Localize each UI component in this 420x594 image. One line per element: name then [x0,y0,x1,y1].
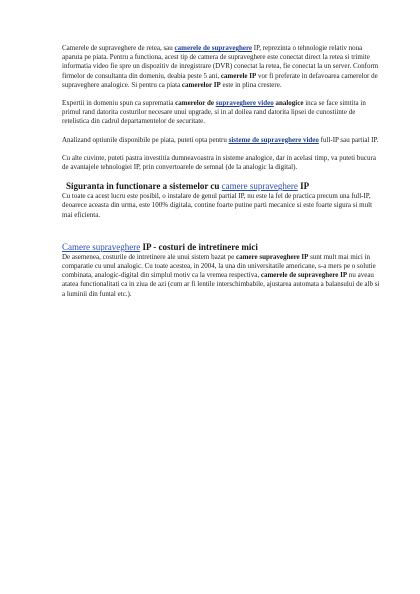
paragraph-intro [62,44,380,90]
bold-camerelor-ip: camerelor IP [181,80,221,89]
bold-camere-supraveghere-ip: camere supraveghere IP [235,252,309,261]
heading-text: Siguranta in functionare a sistemelor cu [66,181,222,192]
link-camere-supraveghere[interactable]: camere supraveghere [221,181,298,192]
text-segment: Expertii in domeniu spun ca suprematia [62,99,176,108]
text-segment: Cu toate ca acest lucru este posibil, o instalare de genul partial IP, nu este la fel de practica precum una full-IP, deoarece aceasta din urma, este 100% digitala, contine foarte putine parti mecanice si este foarte sigura si mult mai eficienta. [62,192,373,219]
text-segment: sunt mult mai mici in comparatie cu unul analogic. Cu toate acestea, in 2004, la una din universitatile americane, s-a mers pe o solutie combinata, analogic-digital din simplul motiv ca la vremea respectiva, [62,252,376,280]
link-supraveghere-video[interactable]: supraveghere video [215,99,274,108]
bold-camerele-de-supraveghere-ip: camerele de supraveghere IP [260,271,348,280]
text-segment: Analizand optiunile disponibile pe piata, puteti opta pentru [62,135,229,144]
text-segment: inca se face simtita in primul rand datorita costurilor necesare unui upgrade, si in al doilea rand datorita lipsei de cunostiinte de retelistica din cadrul departamentelor de securitate. [62,99,366,126]
text-segment: Cu alte cuvinte, puteti pastra investitia dumneavoastra in sisteme analogice, dar in acelasi timp, va puteti bucura de avantajele tehnologiei IP, prin convertoarele de semnal (de la analogic la digital). [62,153,376,172]
heading-text: IP [297,181,310,192]
text-segment: vor fi preferate in defavoarea camerelor de supraveghere analogice. Si pentru ca piata [62,71,378,89]
text-segment: full-IP sau partial IP. [318,135,379,144]
text-segment: IP, reprezinta o tehnologie relativ noua aparuta pe piata. Pentru a functiona, acest tip de camera de supraveghere este conectat direct la retea si trimite informatia video fie spre un dispozitiv de inregistrare (DVR) conectat la retea, fie conectat la un server. Conform firmelor de consultanta din domeniu, deabia peste 5 ani, [62,44,379,80]
paragraph-other-words [62,154,380,172]
text-segment: Camerele de supraveghere de retea, sau [62,44,175,52]
bold-camerelor-de: camerelor de [175,99,214,108]
bold-camerele-ip: camerele IP [220,71,257,80]
link-camere-supraveghere-heading[interactable]: Camere supraveghere [62,241,141,252]
text-segment: nu aveau atatea functionalitati ca in ziua de azi (cum ar fi lentile interschimbabile, ajustarea automata a balansului de alb si a luminii din funtal etc.). [62,271,380,298]
bold-analogice: analogice [275,99,304,108]
paragraph-partial-ip [62,192,380,220]
paragraph-options [62,136,380,145]
link-camerele-de-supraveghere[interactable]: camerele de supraveghere [174,44,253,52]
heading-costuri [62,242,380,253]
heading-text: IP - costuri de intretinere mici [140,241,258,252]
text-segment: este in plina crestere. [220,80,282,89]
link-sisteme-de-supraveghere-video[interactable]: sisteme de supraveghere video [228,135,319,144]
text-segment: De asemenea, costurile de intretinere ale unui sistem bazat pe [62,252,236,261]
paragraph-experts [62,99,380,127]
paragraph-maintenance [62,253,380,299]
heading-siguranta [66,181,380,192]
